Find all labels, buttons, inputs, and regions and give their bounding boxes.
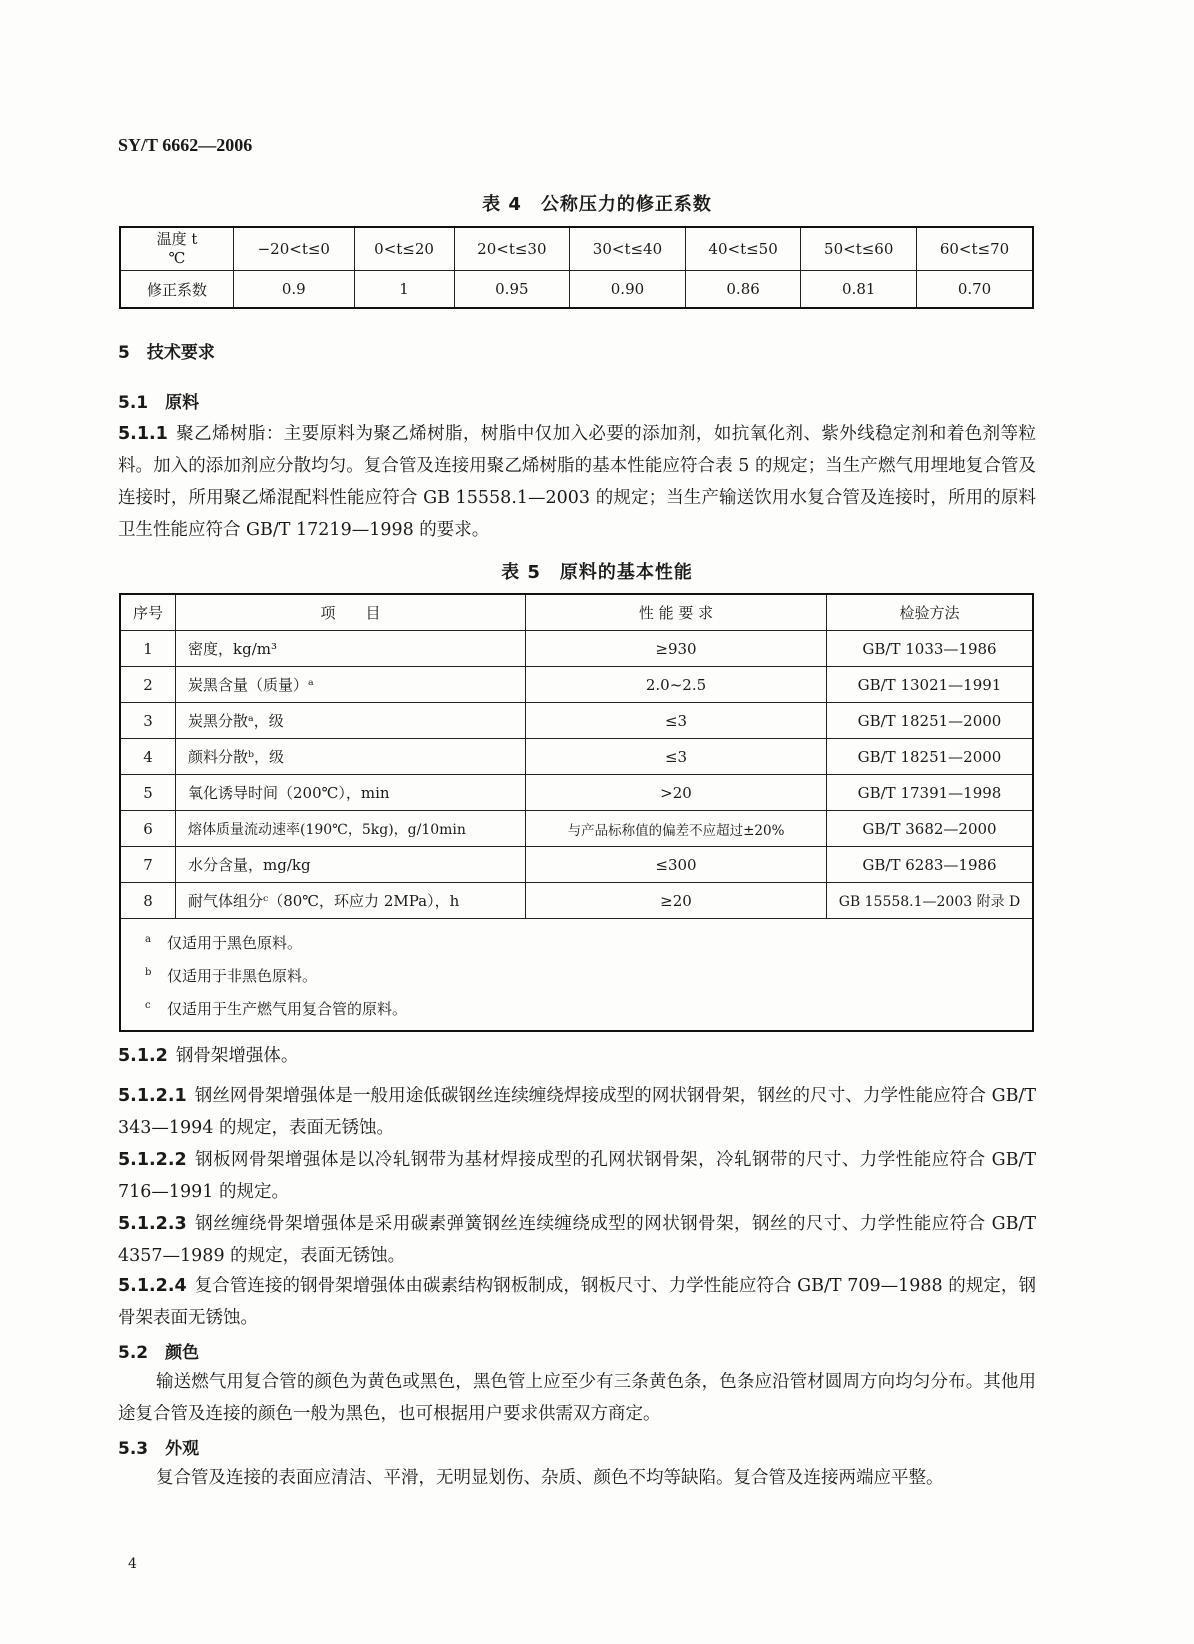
clause-number: 5.1.2.1: [118, 1086, 187, 1106]
table-row: [120, 739, 1033, 775]
table4-temp-header: 温度 t ℃: [120, 227, 234, 271]
clause-number: 5.1.2.2: [118, 1150, 187, 1170]
table5-caption: 表 5 原料的基本性能: [501, 562, 693, 583]
row-number: 5: [120, 775, 176, 811]
row-requirement: 2.0~2.5: [526, 667, 827, 703]
clause-number: 5.1.1: [118, 424, 168, 444]
paragraph-5-1-1: [118, 418, 1036, 546]
table-row: [120, 883, 1033, 919]
note-text: 仅适用于非黑色原料。: [167, 967, 318, 985]
table-note: [145, 925, 1032, 958]
table4-coef: 1: [354, 271, 454, 309]
table4-coef: 0.86: [685, 271, 801, 309]
table4-row-temp: [120, 227, 1033, 271]
row-number: 8: [120, 883, 176, 919]
row-method: GB/T 18251—2000: [827, 739, 1034, 775]
row-item: 耐气体组分ᶜ（80℃，环应力 2MPa），h: [176, 883, 526, 919]
row-method: GB/T 1033—1986: [827, 631, 1034, 667]
table4-coef-header: 修正系数: [120, 271, 234, 309]
paragraph-5-1-2-3: [118, 1208, 1036, 1272]
section-5-heading: 5 技术要求: [118, 343, 215, 363]
table4-row-coef: [120, 271, 1033, 309]
row-number: 1: [120, 631, 176, 667]
paragraph-5-1-2-4: [118, 1270, 1036, 1334]
paragraph-5-1-2-1: [118, 1080, 1036, 1144]
table-row: [120, 667, 1033, 703]
clause-number: 5.1.2: [118, 1046, 168, 1066]
row-method: GB/T 3682—2000: [827, 811, 1034, 847]
table5-header-row: [120, 594, 1033, 631]
row-number: 2: [120, 667, 176, 703]
table4-coef: 0.90: [570, 271, 686, 309]
row-method: GB/T 13021—1991: [827, 667, 1034, 703]
table5-header: 检验方法: [827, 594, 1034, 631]
row-requirement: ≥930: [526, 631, 827, 667]
row-item: 熔体质量流动速率(190℃，5kg)，g/10min: [176, 811, 526, 847]
table4-caption: 表 4 公称压力的修正系数: [482, 194, 712, 215]
note-text: 仅适用于生产燃气用复合管的原料。: [167, 1000, 408, 1018]
table4-coef: 0.95: [454, 271, 570, 309]
page-number: 4: [128, 1556, 137, 1572]
note-mark: c: [145, 1000, 151, 1011]
table4-range: 60<t≤70: [917, 227, 1033, 271]
clause-text: 钢丝网骨架增强体是一般用途低碳钢丝连续缠绕焊接成型的网状钢骨架，钢丝的尺寸、力学性能应符合 GB/T 343—1994 的规定，表面无锈蚀。: [118, 1086, 1036, 1138]
table5-header: 性 能 要 求: [526, 594, 827, 631]
table-note: [145, 991, 1032, 1024]
row-item: 氧化诱导时间（200℃），min: [176, 775, 526, 811]
row-requirement: 与产品标称值的偏差不应超过±20%: [526, 811, 827, 847]
row-item: 水分含量，mg/kg: [176, 847, 526, 883]
table-row: [120, 811, 1033, 847]
table5-header: 项 目: [176, 594, 526, 631]
paragraph-5-1-2: [118, 1040, 1036, 1072]
table-note: [145, 958, 1032, 991]
table4-coef: 0.9: [234, 271, 355, 309]
section-5-3-heading: 5.3 外观: [118, 1439, 200, 1459]
row-number: 7: [120, 847, 176, 883]
row-number: 6: [120, 811, 176, 847]
clause-number: 5.1.2.4: [118, 1276, 187, 1296]
table5-notes: [120, 919, 1033, 1032]
row-requirement: ≤3: [526, 739, 827, 775]
clause-number: 5.1.2.3: [118, 1214, 187, 1234]
table4-range: −20<t≤0: [234, 227, 355, 271]
row-requirement: ≤3: [526, 703, 827, 739]
table4-coef: 0.70: [917, 271, 1033, 309]
table-row: [120, 847, 1033, 883]
row-number: 3: [120, 703, 176, 739]
clause-text: 复合管连接的钢骨架增强体由碳素结构钢板制成，钢板尺寸、力学性能应符合 GB/T 709—1988 的规定，钢骨架表面无锈蚀。: [118, 1276, 1036, 1328]
row-method: GB/T 17391—1998: [827, 775, 1034, 811]
clause-text: 钢板网骨架增强体是以冷轧钢带为基材焊接成型的孔网状钢骨架，冷轧钢带的尺寸、力学性能应符合 GB/T 716—1991 的规定。: [118, 1150, 1036, 1202]
table5-header: 序号: [120, 594, 176, 631]
table5-notes-row: [120, 919, 1033, 1032]
row-item: 颜料分散ᵇ，级: [176, 739, 526, 775]
row-item: 炭黑分散ᵃ，级: [176, 703, 526, 739]
row-requirement: ≤300: [526, 847, 827, 883]
row-method: GB 15558.1—2003 附录 D: [827, 883, 1034, 919]
table4-range: 20<t≤30: [454, 227, 570, 271]
note-mark: b: [145, 967, 152, 978]
row-requirement: ≥20: [526, 883, 827, 919]
section-5-2-heading: 5.2 颜色: [118, 1343, 200, 1363]
table-row: [120, 631, 1033, 667]
table4-range: 40<t≤50: [685, 227, 801, 271]
row-item: 密度，kg/m³: [176, 631, 526, 667]
note-text: 仅适用于黑色原料。: [167, 934, 303, 952]
document-code: SY/T 6662—2006: [118, 135, 253, 155]
table-row: [120, 775, 1033, 811]
row-method: GB/T 6283—1986: [827, 847, 1034, 883]
table4-range: 0<t≤20: [354, 227, 454, 271]
paragraph-5-1-2-2: [118, 1144, 1036, 1208]
note-mark: a: [145, 934, 151, 945]
clause-text: 聚乙烯树脂：主要原料为聚乙烯树脂，树脂中仅加入必要的添加剂，如抗氧化剂、紫外线稳定剂和着色剂等粒料。加入的添加剂应分散均匀。复合管及连接用聚乙烯树脂的基本性能应符合表 5 的规定；当生产燃气用埋地复合管及连接时，所用聚乙烯混配料性能应符合 GB 15558.1—2003 的规定；当生产输送饮用水复合管及连接时，所用的原料卫生性能应符合 GB/T 17219—1998 的要求。: [118, 424, 1036, 540]
table4-coef: 0.81: [801, 271, 917, 309]
table4: [119, 226, 1034, 309]
row-number: 4: [120, 739, 176, 775]
row-requirement: >20: [526, 775, 827, 811]
table5: [119, 593, 1034, 1032]
row-method: GB/T 18251—2000: [827, 703, 1034, 739]
section-5-1-heading: 5.1 原料: [118, 393, 200, 413]
table4-range: 50<t≤60: [801, 227, 917, 271]
clause-text: 钢骨架增强体。: [175, 1046, 299, 1066]
row-item: 炭黑含量（质量）ᵃ: [176, 667, 526, 703]
table4-range: 30<t≤40: [570, 227, 686, 271]
paragraph-5-3: 复合管及连接的表面应清洁、平滑，无明显划伤、杂质、颜色不均等缺陷。复合管及连接两端应平整。: [156, 1468, 944, 1488]
clause-text: 钢丝缠绕骨架增强体是采用碳素弹簧钢丝连续缠绕成型的网状钢骨架，钢丝的尺寸、力学性能应符合 GB/T 4357—1989 的规定，表面无锈蚀。: [118, 1214, 1036, 1266]
table-row: [120, 703, 1033, 739]
paragraph-5-2: 输送燃气用复合管的颜色为黄色或黑色，黑色管上应至少有三条黄色条，色条应沿管材圆周方向均匀分布。其他用途复合管及连接的颜色一般为黑色，也可根据用户要求供需双方商定。: [118, 1372, 1036, 1424]
